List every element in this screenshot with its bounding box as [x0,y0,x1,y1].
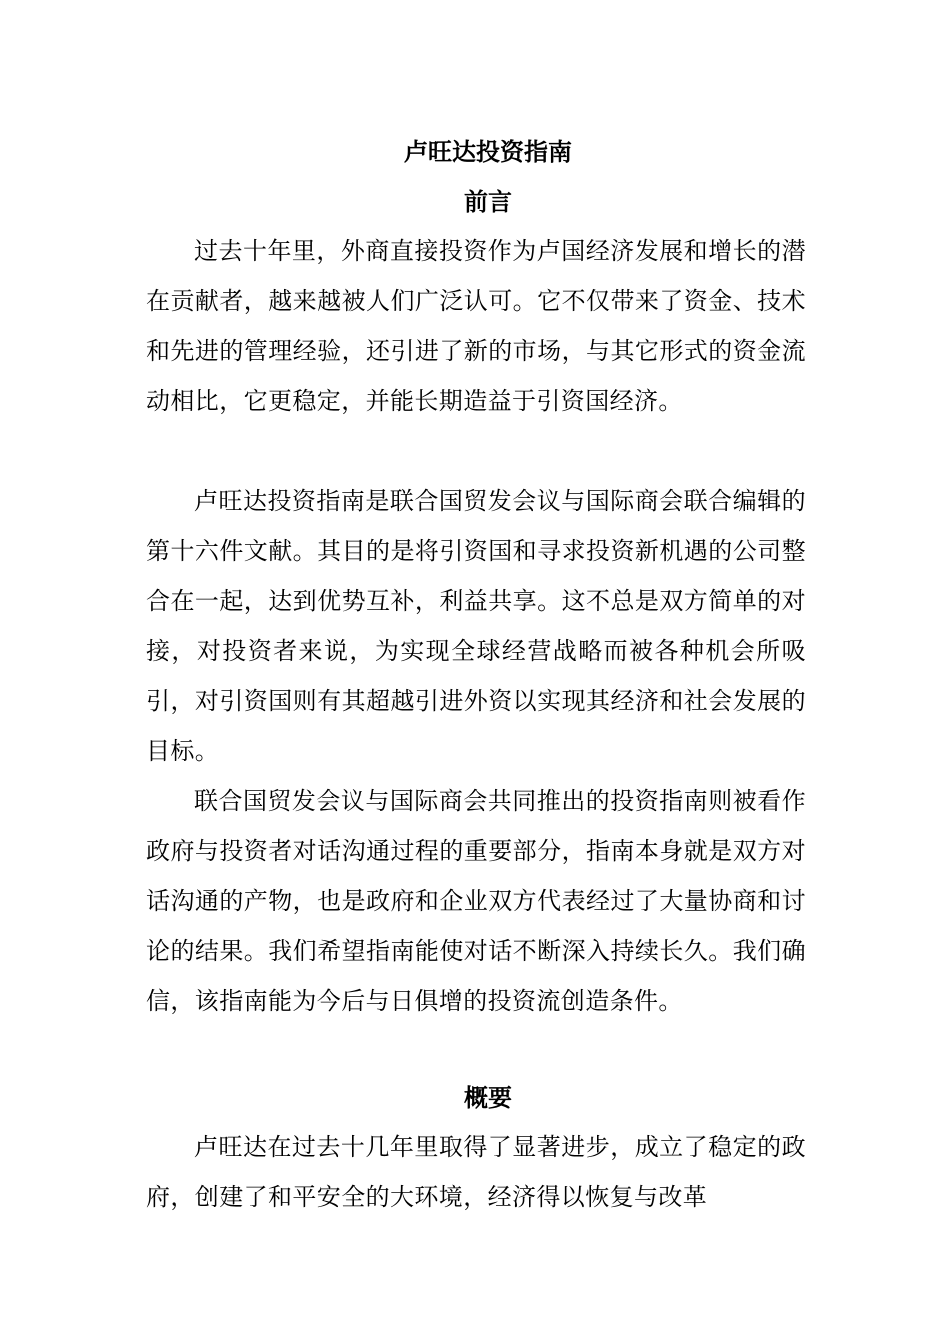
preface-paragraph-2: 卢旺达投资指南是联合国贸发会议与国际商会联合编辑的第十六件文献。其目的是将引资国和寻求投资新机遇的公司整合在一起，达到优势互补，利益共享。这不总是双方简单的对接，对投资者来说，为实现全球经营战略而被各种机会所吸引，对引资国则有其超越引进外资以实现其经济和社会发展的目标。 [146,487,806,765]
preface-paragraph-3: 联合国贸发会议与国际商会共同推出的投资指南则被看作政府与投资者对话沟通过程的重要部分，指南本身就是双方对话沟通的产物，也是政府和企业双方代表经过了大量协商和讨论的结果。我们希望指南能使对话不断深入持续长久。我们确信，该指南能为今后与日俱增的投资流创造条件。 [146,787,806,1015]
preface-heading: 前言 [464,188,512,216]
summary-paragraph-1: 卢旺达在过去十几年里取得了显著进步，成立了稳定的政府，创建了和平安全的大环境，经济得以恢复与改革 [146,1133,806,1211]
document-title: 卢旺达投资指南 [404,138,572,166]
summary-heading: 概要 [464,1084,512,1112]
preface-paragraph-1: 过去十年里，外商直接投资作为卢国经济发展和增长的潜在贡献者，越来越被人们广泛认可。它不仅带来了资金、技术和先进的管理经验，还引进了新的市场，与其它形式的资金流动相比，它更稳定，并能长期造益于引资国经济。 [146,237,806,415]
